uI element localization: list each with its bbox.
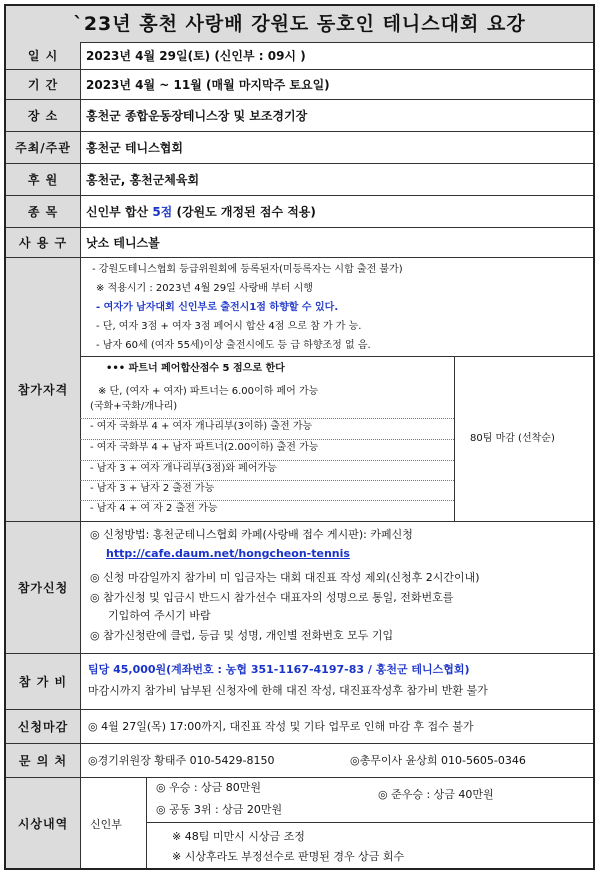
row-ball (6, 228, 593, 258)
tournament-guide (4, 4, 595, 870)
value-event (86, 196, 587, 227)
inquiry-contact-1: ◎경기위원장 황태주 010-5429-8150 (88, 754, 275, 767)
row-date (6, 42, 593, 70)
award-division: 신인부 (90, 818, 122, 831)
label-ball: 사 용 구 (6, 228, 81, 257)
partner-line-2: (국화+국화/개나리) (90, 401, 178, 412)
eligibility-line-3: - 여자가 남자대회 신인부로 출전시1점 하향할 수 있다. (96, 302, 339, 313)
award-note-1: ※ 48팀 미만시 시상금 조정 (172, 830, 305, 843)
label-application: 참가신청 (6, 522, 81, 653)
row-period (6, 70, 593, 100)
fee-line-2: 마감시까지 참가비 납부된 신청자에 한해 대진 작성, 대진표작성후 참가비 반환 불가 (88, 684, 488, 697)
partner-line-7: - 남자 4 + 여 자 2 출전 가능 (90, 503, 218, 514)
label-awards: 시상내역 (6, 778, 81, 868)
value-period: 2023년 4월 ~ 11월 (매월 마지막주 토요일) (86, 78, 330, 92)
event-text: 신인부 합산 (86, 205, 153, 219)
partner-line-5: - 남자 3 + 여자 개나리부(3점)와 페어가능 (90, 463, 277, 474)
application-note-1: ◎ 신청 마감일까지 참가비 미 입금자는 대회 대진표 작성 제외(신청후 2시간이내) (90, 571, 480, 584)
dotted-separator (80, 480, 454, 481)
event-points: 5점 (152, 205, 173, 219)
eligibility-line-1: - 강원도테니스협회 등급위원회에 등록된자(미등록자는 시합 출전 불가) (92, 264, 403, 275)
label-event: 종 목 (6, 196, 81, 227)
value-date: 2023년 4월 29일(토) (신인부 : 09시 ) (86, 49, 306, 63)
eligibility-divider (80, 356, 593, 357)
label-venue: 장 소 (6, 100, 81, 131)
application-note-3: 기입하여 주시기 바람 (108, 609, 211, 622)
award-winner: ◎ 우승 : 상금 80만원 (156, 781, 262, 794)
label-date: 일 시 (6, 42, 81, 69)
row-sponsor (6, 164, 593, 196)
capacity-text: 80팀 마감 (선착순) (470, 433, 555, 444)
label-inquiry: 문 의 처 (6, 744, 81, 777)
eligibility-line-2: ※ 적용시기 : 2023년 4월 29일 사랑배 부터 시행 (96, 283, 313, 294)
application-method: ◎ 신청방법: 홍천군테니스협회 카페(사랑배 접수 게시판): 카페신청 (90, 528, 413, 541)
partner-line-4: - 여자 국화부 4 + 남자 파트너(2.00이하) 출전 가능 (90, 442, 319, 453)
page-title: `23년 홍천 사랑배 강원도 동호인 테니스대회 요강 (6, 6, 593, 43)
dotted-separator (80, 418, 454, 419)
division-divider (146, 778, 147, 868)
row-application (6, 522, 593, 654)
event-note: (강원도 개정된 점수 적용) (172, 205, 316, 219)
label-host: 주최/주관 (6, 132, 81, 163)
label-sponsor: 후 원 (6, 164, 81, 195)
inquiry-contact-2: ◎총무이사 윤상희 010-5605-0346 (350, 754, 526, 767)
row-venue (6, 100, 593, 132)
label-eligibility: 참가자격 (6, 258, 81, 521)
award-runner-up: ◎ 준우승 : 상금 40만원 (378, 788, 494, 801)
row-fee (6, 654, 593, 710)
cafe-link[interactable] (106, 547, 350, 562)
application-note-4: ◎ 참가신청란에 클럽, 등급 및 성명, 개인별 전화번호 모두 기입 (90, 629, 394, 642)
partner-line-1: ※ 단, (여자 + 여자) 파트너는 6.00이하 페어 가능 (98, 386, 319, 397)
label-deadline: 신청마감 (6, 710, 81, 743)
label-period: 기 간 (6, 70, 81, 99)
awards-divider (146, 822, 593, 823)
dotted-separator (80, 439, 454, 440)
cafe-link-text[interactable]: http://cafe.daum.net/hongcheon-tennis (106, 547, 350, 560)
award-third: ◎ 공동 3위 : 상금 20만원 (156, 803, 283, 816)
value-host: 홍천군 테니스협회 (86, 141, 183, 155)
partner-line-6: - 남자 3 + 남자 2 출전 가능 (90, 483, 215, 494)
partner-title: ••• 파트너 페어합산점수 5 점으로 한다 (106, 363, 285, 374)
dotted-separator (80, 500, 454, 501)
award-note-2: ※ 시상후라도 부정선수로 판명된 경우 상금 회수 (172, 850, 405, 863)
application-note-2: ◎ 참가신청 및 입금시 반드시 참가선수 대표자의 성명으로 통일, 전화번호를 (90, 591, 454, 604)
partner-line-3: - 여자 국화부 4 + 여자 개나리부(3이하) 출전 가능 (90, 421, 313, 432)
row-awards (6, 778, 593, 868)
row-host (6, 132, 593, 164)
row-event (6, 196, 593, 228)
eligibility-line-5: - 남자 60세 (여자 55세)이상 출전시에도 등 급 하향조정 없 음. (96, 340, 371, 351)
label-fee: 참 가 비 (6, 654, 81, 709)
row-deadline (6, 710, 593, 744)
deadline-value: ◎ 4월 27일(목) 17:00까지, 대진표 작성 및 기타 업무로 인해 마감 후 접수 불가 (88, 720, 474, 733)
value-venue: 홍천군 종합운동장테니스장 및 보조경기장 (86, 109, 308, 123)
value-ball: 낫소 테니스볼 (86, 236, 160, 250)
capacity-divider (454, 356, 455, 522)
fee-line-1: 팀당 45,000원(계좌번호 : 농협 351-1167-4197-83 / 홍천군 테니스협회) (88, 663, 470, 676)
eligibility-line-4: - 단, 여자 3점 + 여자 3점 페어시 합산 4점 으로 참 가 가 능. (96, 321, 362, 332)
row-eligibility (6, 258, 593, 522)
row-inquiry (6, 744, 593, 778)
value-sponsor: 홍천군, 홍천군체육회 (86, 173, 200, 187)
dotted-separator (80, 460, 454, 461)
